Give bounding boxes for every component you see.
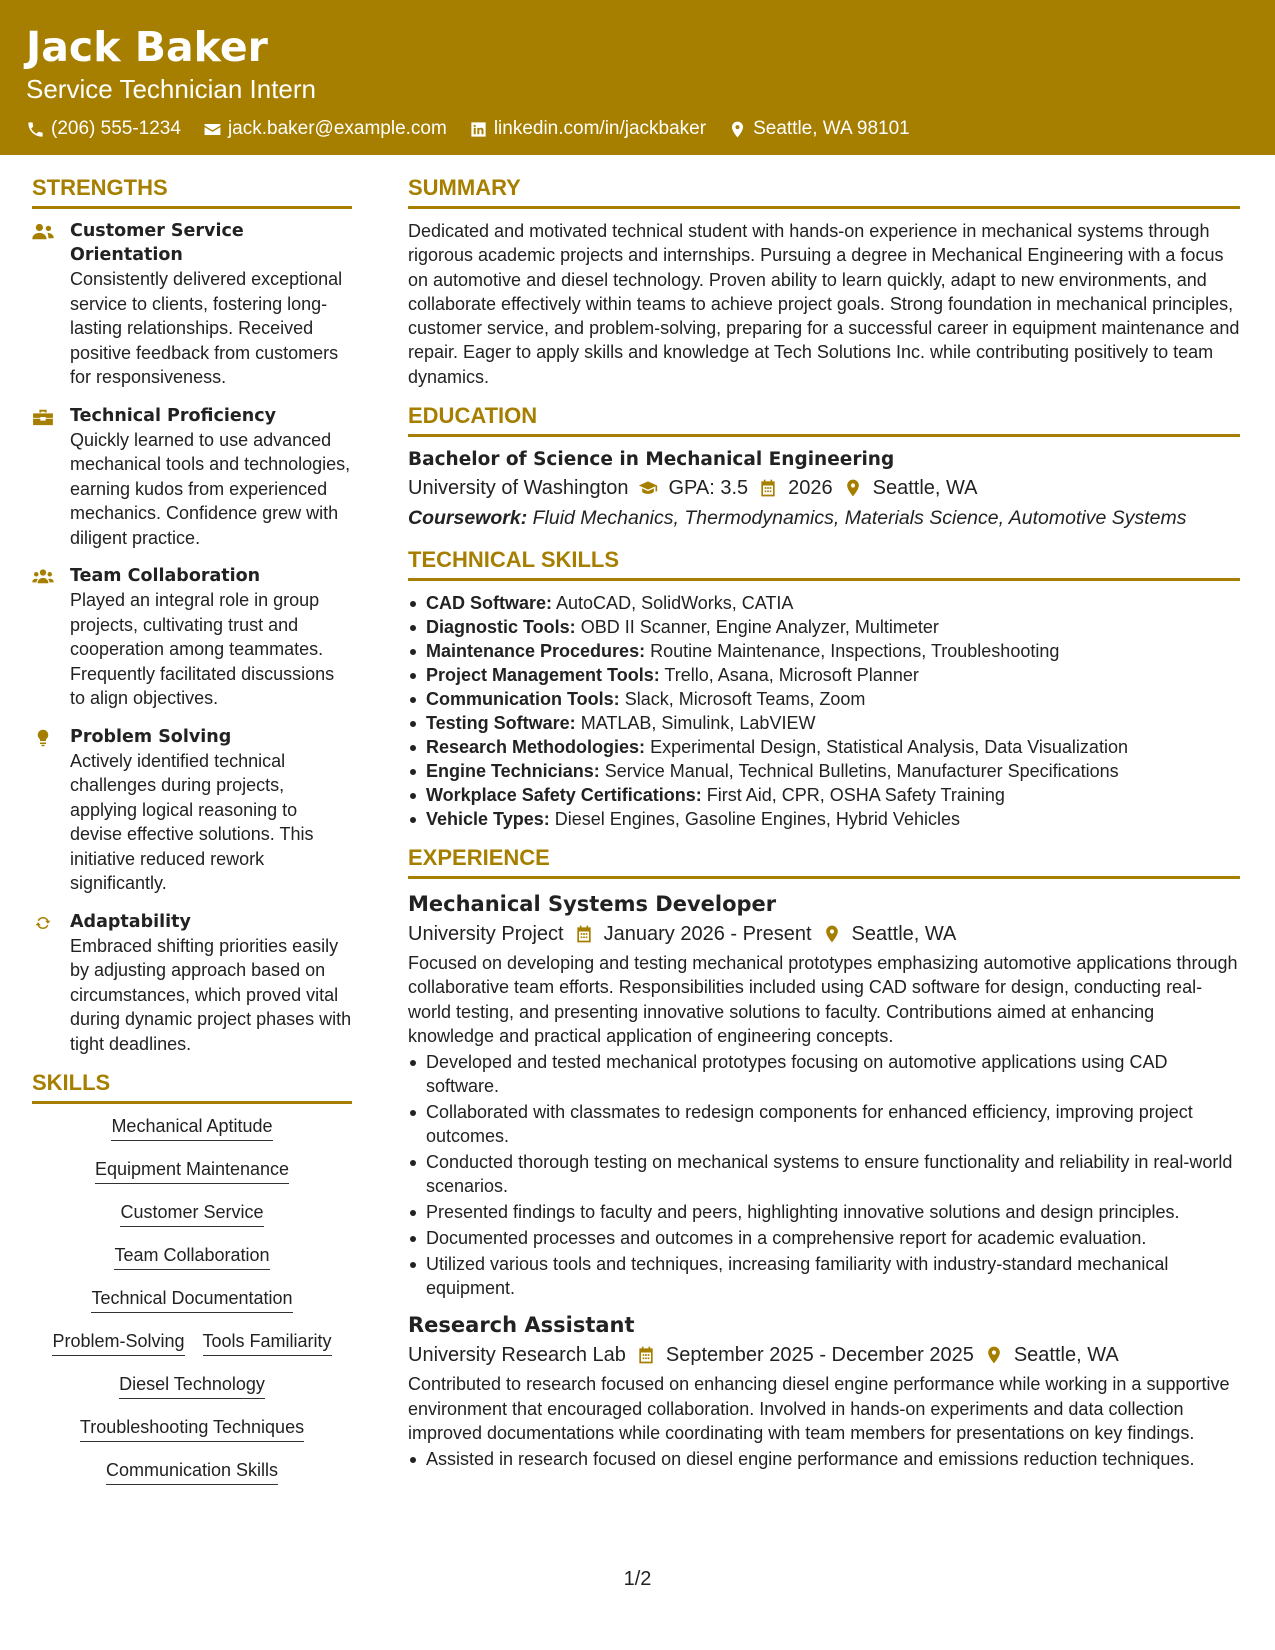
skill-tag: Customer Service xyxy=(120,1200,263,1227)
phone-text: (206) 555-1234 xyxy=(51,118,181,139)
tech-skill-label: Vehicle Types: xyxy=(426,809,550,830)
tech-skill-label: Diagnostic Tools: xyxy=(426,617,576,638)
strengths-heading: STRENGTHS xyxy=(32,175,352,209)
education-meta xyxy=(408,473,1240,503)
tech-skill-label: Maintenance Procedures: xyxy=(426,641,646,662)
strength-desc: Consistently delivered exceptional service to clients, fostering long-lasting relationships. Received positive feedback from customers for responsiveness. xyxy=(70,269,343,387)
right-column xyxy=(408,175,1240,1473)
list-item xyxy=(408,711,1240,735)
skill-tag: Equipment Maintenance xyxy=(95,1157,289,1184)
strength-desc: Embraced shifting priorities easily by adjusting approach based on circumstances, which proved vital during dynamic project phases with tight deadlines. xyxy=(70,935,352,1054)
list-item: Conducted thorough testing on mechanical systems to ensure functionality and reliability in real-world scenarios. xyxy=(408,1150,1240,1198)
tech-skill-label: Engine Technicians: xyxy=(426,761,600,782)
contact-location xyxy=(728,118,910,140)
tech-skill-label: Communication Tools: xyxy=(426,689,620,710)
job-dates: September 2025 - December 2025 xyxy=(665,1344,974,1367)
job-bullets xyxy=(408,1447,1240,1471)
job-description: Contributed to research focused on enhancing diesel engine performance while working in a supportive environment that encouraged collaboration. Involved in hands-on experiments and data collection improved documentations while coordinating with team members for presentations on key findings. xyxy=(408,1374,1230,1443)
tech-skill-value: OBD II Scanner, Engine Analyzer, Multimeter xyxy=(580,617,939,638)
linkedin-link[interactable]: linkedin.com/in/jackbaker xyxy=(493,118,707,139)
contact-phone xyxy=(26,118,181,140)
strength-item xyxy=(32,910,352,1057)
job-location: Seattle, WA xyxy=(851,923,957,946)
list-item xyxy=(408,639,1240,663)
strength-desc: Actively identified technical challenges during projects, applying logical reasoning to devise effective solutions. This initiative reduced rework significantly. xyxy=(70,750,314,893)
calendar-icon xyxy=(636,1345,656,1365)
school-name: University of Washington xyxy=(408,477,629,500)
gpa: GPA: 3.5 xyxy=(668,477,749,500)
list-item xyxy=(408,783,1240,807)
list-item: Utilized various tools and techniques, increasing familiarity with industry-standard mechanical equipment. xyxy=(408,1252,1240,1300)
job-bullets xyxy=(408,1050,1240,1300)
summary-heading: SUMMARY xyxy=(408,175,1240,209)
strength-item xyxy=(32,564,352,711)
graduation-cap-icon xyxy=(638,478,658,498)
list-item: Developed and tested mechanical prototypes focusing on automotive applications using CAD software. xyxy=(408,1050,1240,1098)
contact-email[interactable] xyxy=(203,118,447,140)
linkedin-icon xyxy=(469,120,488,139)
tech-skill-label: Project Management Tools: xyxy=(426,665,660,686)
job-dates: January 2026 - Present xyxy=(603,923,812,946)
toolbox-icon xyxy=(32,408,54,426)
list-item: Collaborated with classmates to redesign components for enhanced efficiency, improving project outcomes. xyxy=(408,1100,1240,1148)
strength-name: Customer Service Orientation xyxy=(70,221,244,265)
technical-skills-list xyxy=(408,591,1240,831)
job-meta xyxy=(408,1340,1240,1370)
skills-list xyxy=(32,1114,352,1501)
tech-skill-value: AutoCAD, SolidWorks, CATIA xyxy=(556,593,794,614)
skill-tag: Communication Skills xyxy=(106,1458,278,1485)
coursework-label: Coursework: xyxy=(408,507,528,530)
phone-icon xyxy=(26,120,45,139)
coursework-list: Fluid Mechanics, Thermodynamics, Materials Science, Automotive Systems xyxy=(532,507,1187,530)
tech-skill-value: First Aid, CPR, OSHA Safety Training xyxy=(706,785,1005,806)
tech-skill-label: CAD Software: xyxy=(426,593,553,614)
strengths-list xyxy=(32,219,352,1056)
job-entry xyxy=(408,889,1240,1300)
envelope-icon xyxy=(203,120,222,139)
page-number: 1/2 xyxy=(623,1568,652,1590)
map-pin-icon xyxy=(843,478,863,498)
skill-tag: Diesel Technology xyxy=(119,1372,265,1399)
strength-desc: Played an integral role in group projects, cultivating trust and cooperation among teammates. Frequently facilitated discussions to align objectives. xyxy=(70,590,335,708)
strength-item xyxy=(32,404,352,551)
summary-text: Dedicated and motivated technical student with hands-on experience in mechanical systems through rigorous academic projects and internships. Pursuing a degree in Mechanical Engineering with a focus on automotive and diesel technology. Proven ability to learn quickly, adapt to new environments, and collaborate effectively within teams to achieve project goals. Strong foundation in mechanical principles, customer service, and problem-solving, preparing for a successful career in equipment maintenance and repair. Eager to apply skills and knowledge at Tech Solutions Inc. while contributing positively to team dynamics. xyxy=(408,221,1240,387)
school-location: Seattle, WA xyxy=(872,477,978,500)
list-item: Assisted in research focused on diesel engine performance and emissions reduction techniques. xyxy=(408,1447,1240,1471)
lightbulb-icon xyxy=(32,729,54,747)
list-item: Documented processes and outcomes in a comprehensive report for academic evaluation. xyxy=(408,1226,1240,1250)
group-icon xyxy=(32,568,54,586)
contact-linkedin[interactable] xyxy=(469,118,706,140)
strength-item xyxy=(32,219,352,390)
job-entry xyxy=(408,1310,1240,1471)
graduation-year: 2026 xyxy=(788,477,833,500)
strength-desc: Quickly learned to use advanced mechanical tools and technologies, earning kudos from experienced mechanics. Confidence grew with diligent practice. xyxy=(70,429,351,548)
job-title: Research Assistant xyxy=(408,1313,635,1338)
tech-skill-value: Experimental Design, Statistical Analysis, Data Visualization xyxy=(650,737,1128,758)
candidate-name: Jack Baker xyxy=(26,23,268,71)
strength-name: Team Collaboration xyxy=(70,566,261,586)
calendar-icon xyxy=(574,924,594,944)
job-location: Seattle, WA xyxy=(1013,1344,1119,1367)
location-text: Seattle, WA 98101 xyxy=(753,118,910,139)
list-item xyxy=(408,735,1240,759)
tech-skill-value: Routine Maintenance, Inspections, Troubleshooting xyxy=(650,641,1060,662)
skill-tag: Problem-Solving xyxy=(52,1329,184,1356)
job-meta xyxy=(408,919,1240,949)
education-heading: EDUCATION xyxy=(408,403,1240,437)
contact-bar xyxy=(26,118,1249,140)
resume-header xyxy=(0,0,1275,155)
strength-name: Adaptability xyxy=(70,911,191,932)
skill-tag: Troubleshooting Techniques xyxy=(80,1415,304,1442)
list-item xyxy=(408,687,1240,711)
tech-skill-value: Trello, Asana, Microsoft Planner xyxy=(664,665,919,686)
users-icon xyxy=(32,223,54,241)
skill-tag: Technical Documentation xyxy=(91,1286,292,1313)
list-item xyxy=(408,615,1240,639)
strength-name: Problem Solving xyxy=(70,726,232,747)
job-title: Mechanical Systems Developer xyxy=(408,892,777,917)
sync-icon xyxy=(32,914,54,932)
tech-skill-value: MATLAB, Simulink, LabVIEW xyxy=(580,713,816,734)
tech-skill-value: Slack, Microsoft Teams, Zoom xyxy=(624,689,866,710)
strength-item xyxy=(32,725,352,896)
coursework xyxy=(408,503,1240,533)
candidate-title: Service Technician Intern xyxy=(26,74,317,104)
list-item xyxy=(408,807,1240,831)
skill-tag: Team Collaboration xyxy=(114,1243,269,1270)
list-item xyxy=(408,591,1240,615)
calendar-icon xyxy=(758,478,778,498)
map-pin-icon xyxy=(984,1345,1004,1365)
strength-name: Technical Proficiency xyxy=(70,405,276,426)
tech-skill-value: Service Manual, Technical Bulletins, Manufacturer Specifications xyxy=(604,761,1119,782)
map-pin-icon xyxy=(728,120,747,139)
tech-skill-value: Diesel Engines, Gasoline Engines, Hybrid Vehicles xyxy=(554,809,960,830)
skills-heading: SKILLS xyxy=(32,1070,352,1104)
email-link[interactable]: jack.baker@example.com xyxy=(227,118,447,139)
list-item: Presented findings to faculty and peers, highlighting innovative solutions and design principles. xyxy=(408,1200,1240,1224)
map-pin-icon xyxy=(822,924,842,944)
degree-title: Bachelor of Science in Mechanical Engineering xyxy=(408,449,895,471)
list-item xyxy=(408,759,1240,783)
job-description: Focused on developing and testing mechanical prototypes emphasizing automotive applications through collaborative team efforts. Responsibilities included using CAD software for design, conducting real-world testing, and presenting innovative solutions to faculty. Contributions aimed at enhancing knowledge and practical application of engineering concepts. xyxy=(408,953,1238,1046)
tech-skill-label: Research Methodologies: xyxy=(426,737,646,758)
left-column xyxy=(32,175,352,1501)
job-org: University Project xyxy=(408,923,564,946)
job-org: University Research Lab xyxy=(408,1344,626,1367)
experience-heading: EXPERIENCE xyxy=(408,845,1240,879)
skill-tag: Mechanical Aptitude xyxy=(111,1114,272,1141)
skill-tag: Tools Familiarity xyxy=(203,1329,332,1356)
tech-skill-label: Workplace Safety Certifications: xyxy=(426,785,702,806)
tech-skill-label: Testing Software: xyxy=(426,713,576,734)
technical-skills-heading: TECHNICAL SKILLS xyxy=(408,547,1240,581)
list-item xyxy=(408,663,1240,687)
